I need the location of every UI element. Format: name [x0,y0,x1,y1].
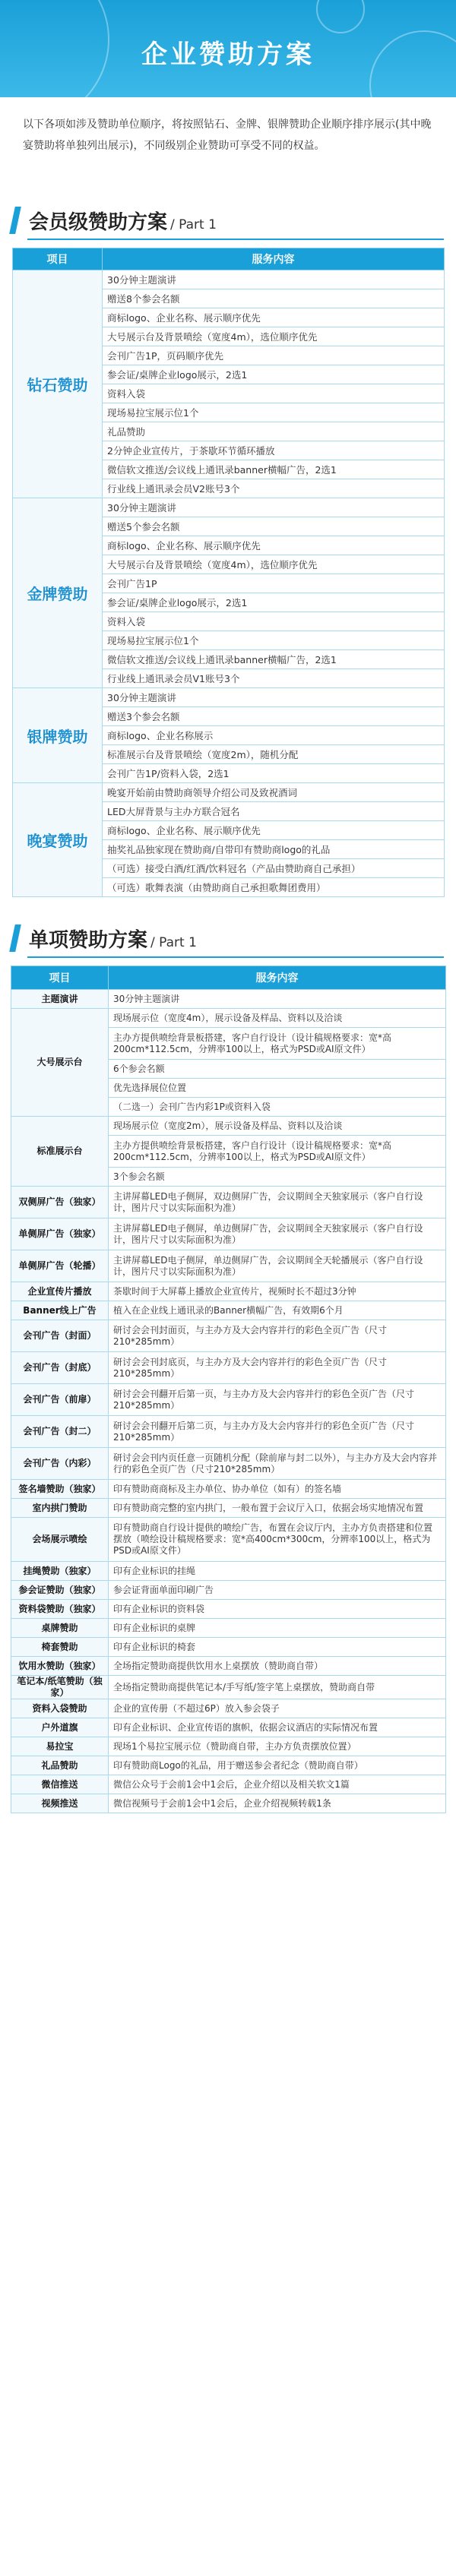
item-detail: 优先选择展位位置 [109,1079,446,1098]
membership-table [12,248,445,897]
item-name: 礼品赞助 [11,1756,109,1775]
tier-name: 银牌赞助 [13,688,103,783]
service-item: 资料入袋 [103,612,445,631]
tier-name: 金牌赞助 [13,498,103,688]
item-detail: 现场1个易拉宝展示位（赞助商自带，主办方负责摆放位置） [109,1737,446,1756]
tier-name: 晚宴赞助 [13,783,103,897]
table-row [11,1619,446,1638]
item-detail: 微信视频号于会前1会中1会后，企业介绍视频转载1条 [109,1794,446,1813]
service-item: 参会证/桌牌企业logo展示，2选1 [103,593,445,612]
service-item: 大号展示台及背景喷绘（宽度4m），选位顺序优先 [103,555,445,574]
table-row [11,1737,446,1756]
service-item: 赠送8个参会名额 [103,289,445,308]
item-name: 会刊广告（封二） [11,1416,109,1448]
service-item: 行业线上通讯录会员V1账号3个 [103,669,445,688]
service-item: 2分钟企业宣传片，于茶歇环节循环播放 [103,441,445,460]
table-row [11,1187,446,1218]
table-row [11,1499,446,1518]
item-detail: 印有企业标识、企业宣传语的旗帜，依据会议酒店的实际情况布置 [109,1718,446,1737]
single-item-table [11,966,446,1813]
item-detail: 印有企业标识的挂绳 [109,1562,446,1581]
item-detail: 研讨会会刊封底页，与主办方及大会内容并行的彩色全页广告（尺寸210*285mm） [109,1352,446,1384]
table-row [11,1657,446,1676]
service-item: 现场易拉宝展示位1个 [103,631,445,650]
table-row [11,1301,446,1320]
table-row [11,1718,446,1737]
section-underline [27,239,444,240]
header-item: 项目 [13,248,103,270]
service-item: 标准展示台及背景喷绘（宽度2m），随机分配 [103,745,445,764]
section-title: 单项赞助方案 / Part 1 [29,929,197,952]
item-name: 椅套赞助 [11,1638,109,1657]
section-marker [9,925,21,952]
item-name: 笔记本/纸笔赞助（独家） [11,1676,109,1699]
service-item: 会刊广告1P/资料入袋，2选1 [103,764,445,783]
hero-banner [0,0,456,97]
service-item: 晚宴开始前由赞助商领导介绍公司及致祝酒词 [103,783,445,802]
service-item: 会刊广告1P，页码顺序优先 [103,346,445,365]
item-name: 视频推送 [11,1794,109,1813]
service-item: 赠送3个参会名额 [103,707,445,726]
service-item: （可选）接受白酒/红酒/饮料冠名（产品由赞助商自己承担） [103,859,445,878]
item-name: Banner线上广告 [11,1301,109,1320]
table-row [11,990,446,1009]
table-row [13,783,445,802]
table-row [11,1384,446,1416]
item-detail: 参会证背面单面印刷广告 [109,1581,446,1600]
section-marker [9,207,21,234]
item-name: 桌牌赞助 [11,1619,109,1638]
service-item: 会刊广告1P [103,574,445,593]
item-name: 参会证赞助（独家） [11,1581,109,1600]
table-row [11,1117,446,1136]
table-row [11,1320,446,1352]
item-detail: 研讨会会刊翻开后第一页，与主办方及大会内容并行的彩色全页广告（尺寸210*285mm） [109,1384,446,1416]
item-name: 双侧屏广告（独家） [11,1187,109,1218]
service-item: （可选）歌舞表演（由赞助商自己承担歌舞团费用） [103,878,445,897]
table-row [11,1480,446,1499]
table-row [11,1416,446,1448]
item-detail: 主讲屏幕LED电子侧屏，单边侧屏广告，会议期间全天独家展示（客户自行设计，图片尺寸以实际面积为准） [109,1218,446,1250]
item-detail: 茶歇时间于大屏幕上播放企业宣传片，视频时长不超过3分钟 [109,1282,446,1301]
service-item: 30分钟主题演讲 [103,498,445,517]
item-detail: 印有赞助商Logo的礼品，用于赠送参会者纪念（赞助商自带） [109,1756,446,1775]
item-detail: 现场展示位（宽度4m），展示设备及样品、资料以及洽谈 [109,1009,446,1028]
intro-paragraph: 以下各项如涉及赞助单位顺序，将按照钻石、金牌、银牌赞助企业顺序排序展示(其中晚宴赞助将单独列出展示)，不同级别企业赞助可享受不同的权益。 [23,119,432,152]
header-service: 服务内容 [103,248,445,270]
item-name: 微信推送 [11,1775,109,1794]
table-row [11,1638,446,1657]
header-service: 服务内容 [109,966,446,990]
item-name: 会刊广告（封底） [11,1352,109,1384]
item-name: 主题演讲 [11,990,109,1009]
item-detail: 现场展示位（宽度2m），展示设备及样品、资料以及洽谈 [109,1117,446,1136]
item-detail: 企业的宣传册（不超过6P）放入参会袋子 [109,1699,446,1718]
table-row [11,1448,446,1480]
item-detail: 6个参会名额 [109,1060,446,1079]
table-row [13,498,445,517]
item-detail: 全场指定赞助商提供饮用水上桌摆放（赞助商自带） [109,1657,446,1676]
decor-ring [316,0,365,33]
section-underline [27,956,444,958]
section-header-membership [12,201,444,240]
table-row [11,1562,446,1581]
item-name: 企业宣传片播放 [11,1282,109,1301]
table-row [11,1518,446,1562]
table-row [11,1218,446,1250]
section-part-label: / Part 1 [150,935,197,950]
item-name: 易拉宝 [11,1737,109,1756]
service-item: 30分钟主题演讲 [103,688,445,707]
item-detail: 印有赞助商商标及主办单位、协办单位（如有）的签名墙 [109,1480,446,1499]
section-title: 会员级赞助方案 / Part 1 [29,211,217,234]
item-name: 室内拱门赞助 [11,1499,109,1518]
table-row [11,1352,446,1384]
table-row [11,1756,446,1775]
item-detail: 印有赞助商自行设计提供的喷绘广告，布置在会议厅内，主办方负责搭建和位置摆放（喷绘设计稿规格要求：宽*高400cm*300cm，分辨率100以上，格式为PSD或AI原文件） [109,1518,446,1562]
service-item: 30分钟主题演讲 [103,270,445,289]
item-name: 单侧屏广告（独家） [11,1218,109,1250]
item-detail: 植入在企业线上通讯录的Banner横幅广告，有效期6个月 [109,1301,446,1320]
service-item: 商标logo、企业名称、展示顺序优先 [103,821,445,840]
service-item: 行业线上通讯录会员V2账号3个 [103,479,445,498]
table-row [13,270,445,289]
service-item: 大号展示台及背景喷绘（宽度4m），选位顺序优先 [103,327,445,346]
item-detail: 全场指定赞助商提供笔记本/手写纸/签字笔上桌摆放，赞助商自带 [109,1676,446,1699]
item-name: 签名墙赞助（独家） [11,1480,109,1499]
item-detail: 研讨会会刊翻开后第二页，与主办方及大会内容并行的彩色全页广告（尺寸210*285mm） [109,1416,446,1448]
service-item: 商标logo、企业名称展示 [103,726,445,745]
table-row [11,1699,446,1718]
header-item: 项目 [11,966,109,990]
tier-name: 钻石赞助 [13,270,103,498]
table-header-row [13,248,445,270]
page-title: 企业赞助方案 [141,40,315,70]
single-item-table-body [11,990,446,1813]
item-name: 户外道旗 [11,1718,109,1737]
table-row [11,1581,446,1600]
item-detail: 微信公众号于会前1会中1会后，企业介绍以及相关软文1篇 [109,1775,446,1794]
item-detail: 印有赞助商完整的室内拱门，一般布置于会议厅入口，依据会场实地情况布置 [109,1499,446,1518]
item-detail: 主办方提供喷绘背景板搭建，客户自行设计（设计稿规格要求：宽*高200cm*112.5cm，分辨率100以上，格式为PSD或AI原文件） [109,1136,446,1168]
item-name: 资料袋赞助（独家） [11,1600,109,1619]
service-item: 赠送5个参会名额 [103,517,445,536]
item-detail: 主办方提供喷绘背景板搭建，客户自行设计（设计稿规格要求：宽*高200cm*112.5cm，分辨率100以上，格式为PSD或AI原文件） [109,1028,446,1060]
item-detail: 研讨会会刊内页任意一页随机分配（除前扉与封二以外），与主办方及大会内容并行的彩色全页广告（尺寸210*285mm） [109,1448,446,1480]
table-row [11,1250,446,1282]
service-item: 微信软文推送/会议线上通讯录banner横幅广告，2选1 [103,650,445,669]
item-detail: 30分钟主题演讲 [109,990,446,1009]
item-name: 大号展示台 [11,1009,109,1117]
service-item: 资料入袋 [103,384,445,403]
table-row [13,688,445,707]
membership-table-body [13,270,445,897]
item-detail: 3个参会名额 [109,1168,446,1187]
item-name: 挂绳赞助（独家） [11,1562,109,1581]
item-detail: （二选一）会刊广告内彩1P或资料入袋 [109,1098,446,1117]
section-header-single [12,918,444,958]
table-header-row [11,966,446,990]
item-detail: 印有企业标识的资料袋 [109,1600,446,1619]
item-name: 饮用水赞助（独家） [11,1657,109,1676]
service-item: 现场易拉宝展示位1个 [103,403,445,422]
item-name: 单侧屏广告（轮播） [11,1250,109,1282]
item-name: 会刊广告（封面） [11,1320,109,1352]
section-part-label: / Part 1 [170,217,217,232]
table-row [11,1009,446,1028]
item-detail: 印有企业标识的桌牌 [109,1619,446,1638]
item-name: 资料入袋赞助 [11,1699,109,1718]
service-item: 礼品赞助 [103,422,445,441]
table-row [11,1282,446,1301]
service-item: 商标logo、企业名称、展示顺序优先 [103,536,445,555]
item-name: 会刊广告（内彩） [11,1448,109,1480]
item-name: 会刊广告（前扉） [11,1384,109,1416]
service-item: LED大屏背景与主办方联合冠名 [103,802,445,821]
table-row [11,1600,446,1619]
item-detail: 印有企业标识的椅套 [109,1638,446,1657]
service-item: 抽奖礼品独家现在赞助商/自带印有赞助商logo的礼品 [103,840,445,859]
table-row [11,1794,446,1813]
service-item: 微信软文推送/会议线上通讯录banner横幅广告，2选1 [103,460,445,479]
item-name: 会场展示喷绘 [11,1518,109,1562]
item-detail: 主讲屏幕LED电子侧屏，双边侧屏广告，会议期间全天独家展示（客户自行设计，图片尺寸以实际面积为准） [109,1187,446,1218]
service-item: 商标logo、企业名称、展示顺序优先 [103,308,445,327]
service-item: 参会证/桌牌企业logo展示，2选1 [103,365,445,384]
item-name: 标准展示台 [11,1117,109,1187]
table-row [11,1676,446,1699]
item-detail: 研讨会会刊封面页，与主办方及大会内容并行的彩色全页广告（尺寸210*285mm） [109,1320,446,1352]
table-row [11,1775,446,1794]
item-detail: 主讲屏幕LED电子侧屏，单边侧屏广告，会议期间全天轮播展示（客户自行设计，图片尺寸以实际面积为准） [109,1250,446,1282]
